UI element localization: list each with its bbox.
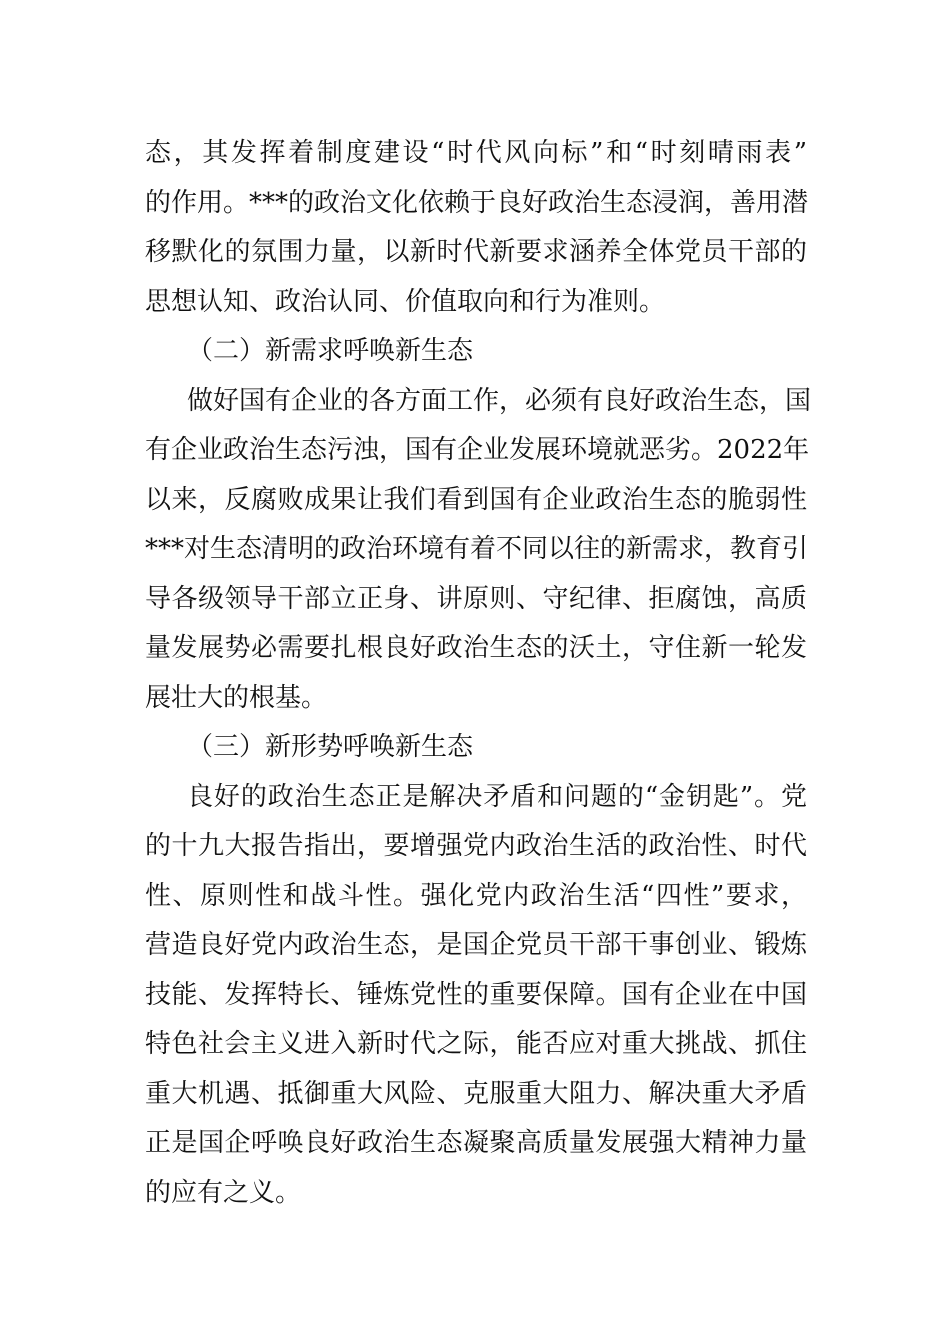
- text-line: 展壮大的根基。: [145, 682, 328, 713]
- text-line: 做好国有企业的各方面工作，必须有良好政治生态，国: [187, 385, 812, 416]
- text-line: 思想认知、政治认同、价值取向和行为准则。: [145, 286, 666, 317]
- text-line: 技能、发挥特长、锤炼党性的重要保障。国有企业在中国: [145, 979, 807, 1010]
- text-line: 有企业政治生态污浊，国有企业发展环境就恶劣。2022年: [145, 435, 810, 465]
- text-line: 营造良好党内政治生态，是国企党员干部干事创业、锻炼: [145, 930, 807, 960]
- text-line: 移默化的氛围力量，以新时代新要求涵养全体党员干部的: [145, 237, 807, 267]
- text-line: ***对生态清明的政治环境有着不同以往的新需求，教育引: [145, 534, 809, 564]
- paragraph-continuation: [145, 129, 807, 327]
- text-line: 导各级领导干部立正身、讲原则、守纪律、拒腐蚀，高质: [145, 583, 807, 614]
- text-line: 态，其发挥着制度建设“时代风向标”和“时刻晴雨表”: [145, 138, 807, 168]
- paragraph-new-situation: [145, 773, 807, 1219]
- document-body: [145, 129, 812, 1218]
- text-line: 量发展势必需要扎根良好政治生态的沃土，守住新一轮发: [145, 633, 807, 663]
- text-line: 的应有之义。: [145, 1177, 302, 1208]
- text-line: 以来，反腐败成果让我们看到国有企业政治生态的脆弱性: [145, 484, 807, 515]
- text-line: 良好的政治生态正是解决矛盾和问题的“金钥匙”。党: [187, 781, 807, 812]
- text-line: 正是国企呼唤良好政治生态凝聚高质量发展强大精神力量: [145, 1128, 807, 1158]
- paragraph-new-demand: [145, 377, 812, 724]
- text-line: 的作用。***的政治文化依赖于良好政治生态浸润，善用潜: [145, 187, 809, 218]
- section-heading-new-situation: （三）新形势呼唤新生态: [187, 732, 474, 762]
- text-line: 性、原则性和战斗性。强化党内政治生活“四性”要求，: [145, 880, 807, 911]
- text-line: 特色社会主义进入新时代之际，能否应对重大挑战、抓住: [145, 1029, 807, 1059]
- text-line: 的十九大报告指出，要增强党内政治生活的政治性、时代: [145, 831, 807, 861]
- section-heading-new-demand: （二）新需求呼唤新生态: [187, 336, 474, 366]
- text-line: 重大机遇、抵御重大风险、克服重大阻力、解决重大矛盾: [145, 1078, 807, 1109]
